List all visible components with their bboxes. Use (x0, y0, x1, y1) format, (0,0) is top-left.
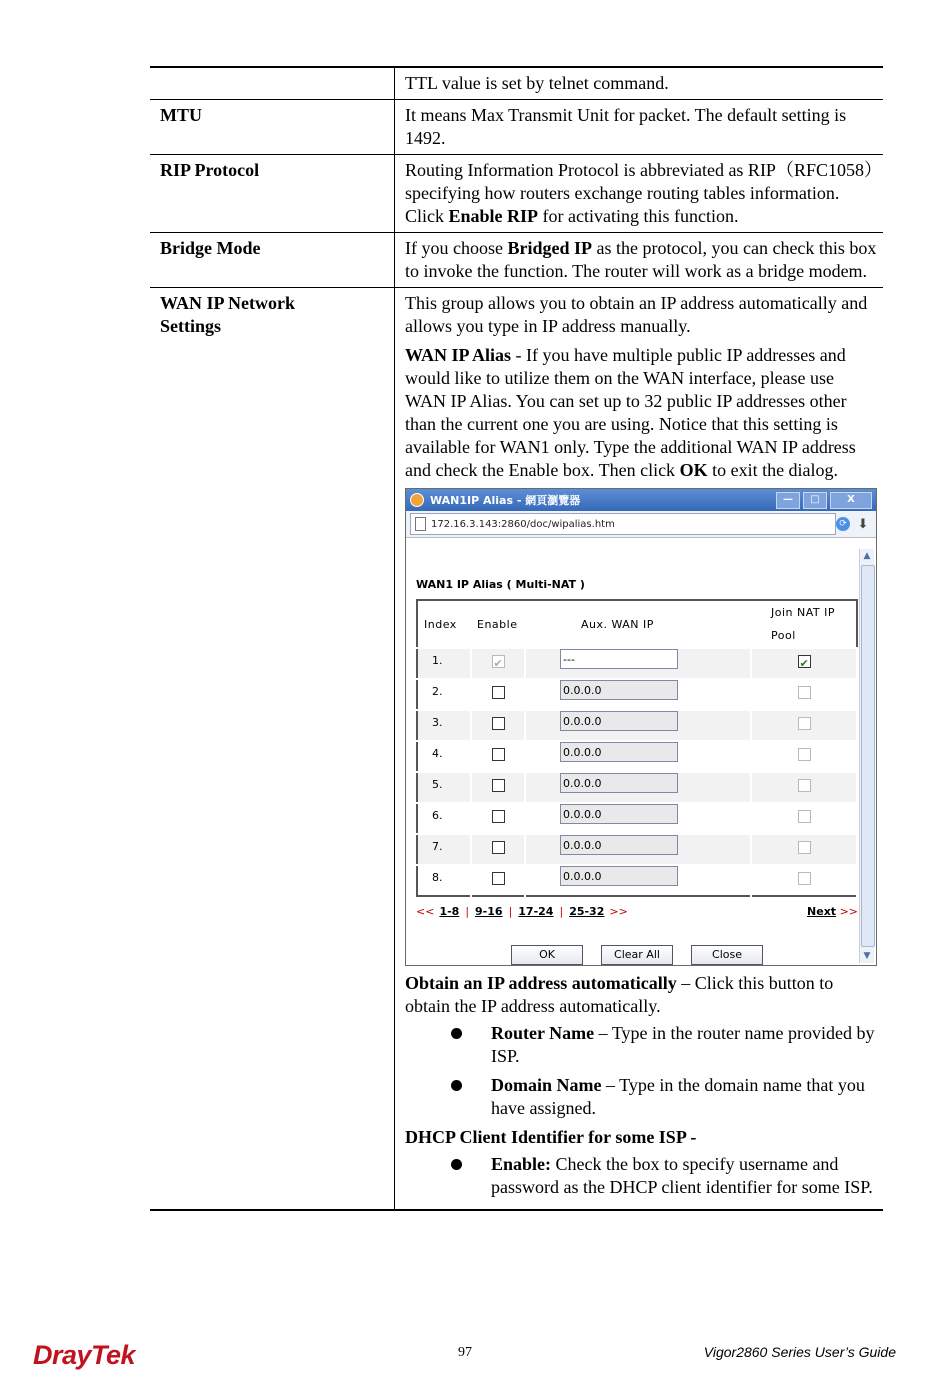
dhcp-heading: DHCP Client Identifier for some ISP - (405, 1127, 697, 1147)
wan-ip-alias-screenshot (405, 488, 877, 966)
row-label: Bridge Mode (150, 233, 395, 288)
window-title: WAN1IP Alias - 網頁瀏覽器 (430, 493, 581, 507)
next-arrow-left: >> (609, 905, 628, 918)
join-nat-checkbox[interactable] (798, 872, 811, 885)
row-description: Routing Information Protocol is abbreviated as RIP（RFC1058）specifying how routers exchange routing tables information. Click Enable RIP for activating this function. (405, 160, 873, 226)
section-title: WAN1 IP Alias ( Multi-NAT ) (416, 578, 585, 591)
clear-all-button[interactable]: Clear All (601, 945, 673, 965)
scroll-thumb[interactable] (861, 565, 875, 947)
table-row (417, 679, 857, 710)
join-nat-checkbox[interactable] (798, 748, 811, 761)
row-description: TTL value is set by telnet command. (405, 73, 669, 93)
enable-checkbox[interactable] (492, 717, 505, 730)
list-item: Domain Name – Type in the domain name that you have assigned. (405, 1074, 877, 1120)
table-row (417, 865, 857, 896)
table-row (417, 648, 857, 679)
url-field[interactable] (410, 513, 836, 535)
aux-wan-ip-input[interactable]: 0.0.0.0 (560, 835, 678, 855)
table-row (150, 288, 883, 1211)
url-text: 172.16.3.143:2860/doc/wipalias.htm (431, 518, 615, 530)
obtain-ip-bullets (405, 1022, 877, 1120)
refresh-icon[interactable]: ⟳ (836, 517, 850, 531)
close-window-button[interactable]: X (830, 492, 872, 509)
row-index: 1. (417, 648, 471, 679)
table-row (150, 67, 883, 100)
row-label (150, 67, 395, 100)
row-description: It means Max Transmit Unit for packet. The default setting is 1492. (405, 105, 847, 148)
bullet-icon (451, 1159, 462, 1170)
table-row (417, 710, 857, 741)
draytek-logo: DrayTek (33, 1340, 136, 1370)
next-link[interactable]: Next >> (807, 905, 858, 918)
enable-checkbox[interactable] (492, 872, 505, 885)
row-index: 2. (417, 679, 471, 710)
dhcp-bullets (405, 1153, 877, 1199)
aux-wan-ip-input[interactable]: 0.0.0.0 (560, 804, 678, 824)
bullet-icon (451, 1080, 462, 1091)
row-label: WAN IP Network Settings (150, 288, 395, 1211)
minimize-button[interactable]: — (776, 492, 800, 509)
list-item: Router Name – Type in the router name provided by ISP. (405, 1022, 877, 1068)
enable-checkbox[interactable]: ✔ (493, 656, 503, 670)
table-row (150, 100, 883, 155)
row-index: 5. (417, 772, 471, 803)
enable-checkbox[interactable] (492, 841, 505, 854)
page-number: 97 (458, 1345, 472, 1360)
enable-checkbox[interactable] (492, 810, 505, 823)
page-icon (415, 517, 426, 531)
obtain-ip-description: Obtain an IP address automatically – Click this button to obtain the IP address automatically. (405, 973, 834, 1016)
row-index: 6. (417, 803, 471, 834)
wan-intro: This group allows you to obtain an IP address automatically and allows you type in IP address manually. (405, 293, 868, 336)
wan-alias-description: WAN IP Alias - If you have multiple public IP addresses and would like to utilize them on the WAN interface, please use WAN IP Alias. You can set up to 32 public IP addresses other than the current one you are using. Notice that this setting is available for WAN1 only. Type the additional WAN IP address and check the Enable box. Then click OK to exit the dialog. (405, 345, 856, 480)
table-row (417, 803, 857, 834)
alias-table (416, 599, 858, 897)
row-description (395, 288, 884, 1211)
col-join-nat: Join NAT IP Pool (771, 606, 835, 642)
scroll-down-icon[interactable]: ▼ (863, 951, 871, 961)
row-index: 3. (417, 710, 471, 741)
dialog-buttons (416, 945, 858, 965)
page-link-1-8[interactable]: 1-8 (439, 905, 460, 918)
enable-checkbox[interactable] (492, 779, 505, 792)
page-link-25-32[interactable]: 25-32 (569, 905, 605, 918)
row-label: MTU (150, 100, 395, 155)
row-index: 4. (417, 741, 471, 772)
aux-wan-ip-input[interactable]: 0.0.0.0 (560, 866, 678, 886)
table-row (150, 155, 883, 233)
row-index: 7. (417, 834, 471, 865)
maximize-button[interactable]: □ (803, 492, 827, 509)
join-nat-checkbox[interactable] (798, 717, 811, 730)
table-header-row (417, 600, 857, 648)
table-row (417, 834, 857, 865)
browser-icon (410, 493, 424, 507)
address-bar (406, 511, 876, 538)
col-enable: Enable (477, 617, 518, 631)
join-nat-checkbox[interactable]: ✔ (799, 656, 809, 670)
col-index: Index (424, 617, 457, 631)
page-link-9-16[interactable]: 9-16 (475, 905, 503, 918)
ok-button[interactable]: OK (511, 945, 583, 965)
aux-wan-ip-input[interactable]: --- (560, 649, 678, 669)
row-index: 8. (417, 865, 471, 896)
guide-title: Vigor2860 Series User’s Guide (703, 1344, 896, 1360)
table-row (417, 772, 857, 803)
aux-wan-ip-input[interactable]: 0.0.0.0 (560, 711, 678, 731)
settings-table (150, 66, 883, 1211)
scroll-up-icon[interactable]: ▲ (863, 551, 871, 561)
row-description: If you choose Bridged IP as the protocol, you can check this box to invoke the function. The router will work as a bridge modem. (405, 238, 877, 281)
window-titlebar (406, 489, 876, 511)
table-row (150, 233, 883, 288)
pagination: << 1-8 | 9-16 | 17-24 | 25-32 >> Next >> (416, 900, 858, 923)
col-aux-wan-ip: Aux. WAN IP (581, 617, 654, 631)
close-button[interactable]: Close (691, 945, 763, 965)
join-nat-checkbox[interactable] (798, 686, 811, 699)
join-nat-checkbox[interactable] (798, 779, 811, 792)
aux-wan-ip-input[interactable]: 0.0.0.0 (560, 742, 678, 762)
enable-checkbox[interactable] (492, 686, 505, 699)
join-nat-checkbox[interactable] (798, 841, 811, 854)
vertical-scrollbar[interactable] (859, 549, 874, 963)
aux-wan-ip-input[interactable]: 0.0.0.0 (560, 773, 678, 793)
alias-content (416, 573, 858, 965)
enable-checkbox[interactable] (492, 748, 505, 761)
bullet-icon (451, 1028, 462, 1039)
prev-arrow: << (416, 905, 435, 918)
join-nat-checkbox[interactable] (798, 810, 811, 823)
row-label: RIP Protocol (150, 155, 395, 233)
page-link-17-24[interactable]: 17-24 (518, 905, 554, 918)
aux-wan-ip-input[interactable]: 0.0.0.0 (560, 680, 678, 700)
list-item: Enable: Check the box to specify username and password as the DHCP client identifier for some ISP. (405, 1153, 877, 1199)
table-row (417, 741, 857, 772)
download-arrow-icon[interactable]: ⬇ (857, 516, 869, 532)
